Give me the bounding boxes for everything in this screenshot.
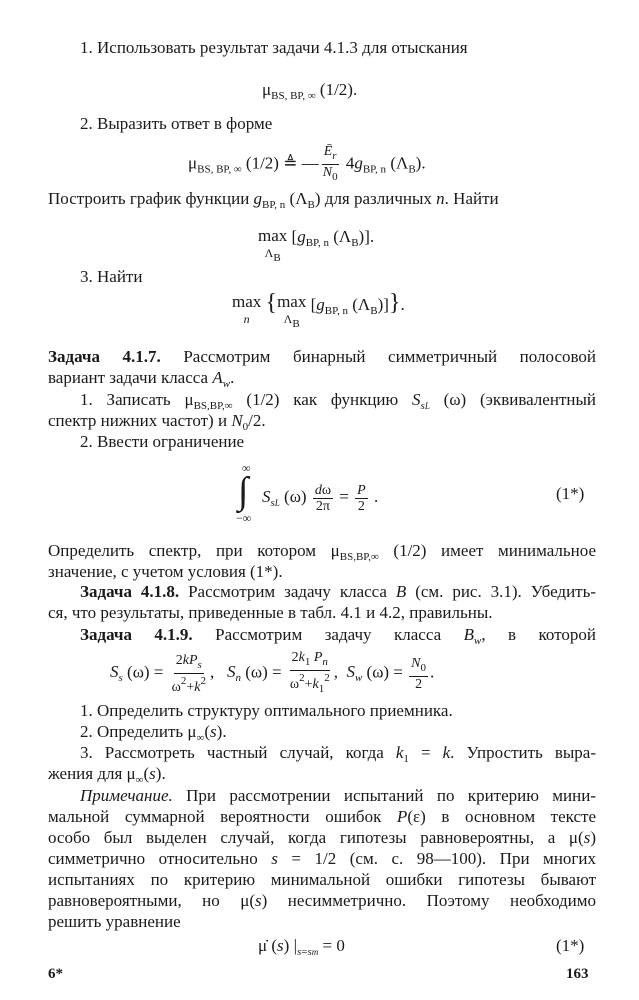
note-line5: испытаниях по критерию минимальной ошибки гипотезы бывают	[48, 870, 596, 889]
problem-4-1-8-line1: Задача 4.1.8. Рассмотрим задачу класса B (см. рис. 3.1). Убедить-	[80, 582, 597, 601]
formula-double-max: max n {max ΛB [$g_{BP, n}$ $(\Lambda_B)$]}.	[232, 290, 405, 330]
formula-mu-dot: μ̇ (s) $|_{s=sm} = 0$	[258, 936, 345, 958]
formula-answer-form: $\mu_{BS, BP, \infty}$ (1/2) ≜ — $\frac{Ē_r}{N_0}$ $4g_{BP, n}$ $(\Lambda_B)$.	[188, 144, 426, 183]
note-line1: Примечание. При рассмотрении испытаний по критерию мини-	[80, 786, 596, 805]
problem-4-1-7-item2: 2. Ввести ограничение	[80, 432, 245, 451]
note-line2: мальной суммарной вероятности ошибок P(ε) в основном тексте	[48, 807, 596, 826]
problem-4-1-9-line1: Задача 4.1.9. Рассмотрим задачу класса $B_w$, в которой	[80, 625, 596, 647]
formula-max-g: max ΛB [$g_{BP, n}$ $(\Lambda_B)$].	[258, 226, 375, 264]
question-2: 2. Определить $\mu_\infty(s)$.	[80, 722, 227, 744]
problem-4-1-7-item1-line2: спектр нижних частот) и $N_0/2$.	[48, 411, 266, 433]
question-1: 1. Определить структуру оптимального приемника.	[80, 701, 453, 720]
formula-mu-bs-bp: $\mu_{BS, BP, \infty}$ (1/2).	[262, 80, 358, 102]
footer-signature-mark: 6*	[48, 966, 63, 982]
problem-4-1-8-line2: ся, что результаты, приведенные в табл. 4.1 и 4.2, правильны.	[48, 603, 493, 622]
question-3-line2: жения для $\mu_\infty(s)$.	[48, 764, 166, 786]
note-line4: симметрично относительно s = 1/2 (см. с. 98—100). При многих	[48, 849, 596, 868]
note-line6: равновероятными, но μ(s) несимметрично. Поэтому необходимо	[48, 891, 596, 910]
item-2-text: 2. Выразить ответ в форме	[80, 114, 273, 133]
item-3-text: 3. Найти	[80, 267, 143, 286]
equation-number-2: (1*)	[556, 936, 585, 955]
spectrum-text-line1: Определить спектр, при котором $\mu_{BS,BP,\infty}$ (1/2) имеет минимальное	[48, 541, 596, 563]
formula-spectra: $S_s$ (ω) = $\frac{2kP_s}{\omega^2+k^2}$ , $S_n$ (ω) = $\frac{2k_1 P_n}{\omega^2+k_1^2}$ , $S_w$ (ω) = $\frac{N_0}{2}$ .	[110, 650, 435, 695]
page-number: 163	[566, 966, 589, 982]
plot-instruction: Построить график функции $g_{BP, n}$ $(\Lambda_B)$ для различных n. Найти	[48, 189, 499, 211]
problem-4-1-7-line2: вариант задачи класса $A_w$.	[48, 368, 235, 390]
note-line7: решить уравнение	[48, 912, 181, 931]
problem-4-1-7-line1: Задача 4.1.7. Рассмотрим бинарный симметричный полосовой	[48, 347, 597, 366]
equation-number-1: (1*)	[556, 484, 585, 503]
item-1-text: 1. Использовать результат задачи 4.1.3 для отыскания	[80, 38, 468, 57]
note-line3: особо был выделен случай, когда гипотезы равновероятны, а μ(s)	[48, 828, 596, 847]
question-3-line1: 3. Рассмотреть частный случай, когда $k_1 = k$. Упростить выра-	[80, 743, 596, 765]
spectrum-text-line2: значение, с учетом условия (1*).	[48, 562, 283, 581]
problem-4-1-7-item1-line1: 1. Записать $\mu_{BS,BP,\infty}$ (1/2) как функцию $S_{sL}$ (ω) (эквивалентный	[80, 390, 596, 412]
